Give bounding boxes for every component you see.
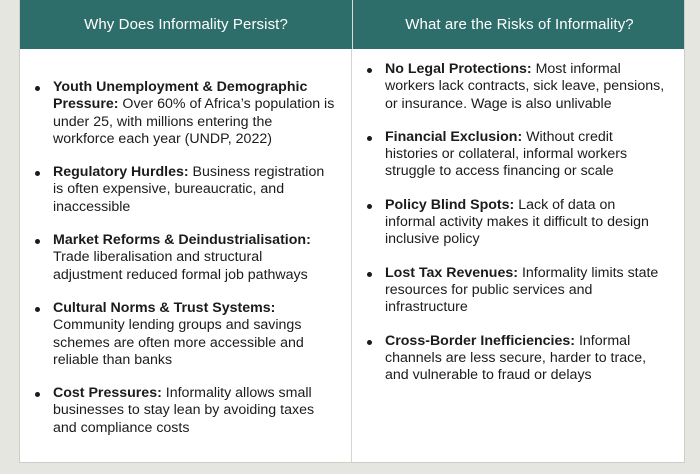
item-text: Without credit histories or collateral, informal workers struggle to access financing or scale — [385, 128, 628, 180]
item-text: Trade liberalisation and structural adjustment reduced formal job pathways — [53, 249, 308, 283]
item-text: Informality allows small businesses to stay lean by avoiding taxes and compliance costs — [53, 385, 315, 436]
item-term: Cost Pressures: — [53, 385, 162, 402]
list-item — [34, 164, 335, 216]
right-column-title: What are the Risks of Informality? — [405, 16, 634, 33]
item-text: Informal channels are less secure, harder to trace, and vulnerable to fraud or delays — [385, 332, 647, 384]
item-term: Regulatory Hurdles: — [53, 164, 189, 181]
item-term: Policy Blind Spots: — [385, 196, 515, 213]
item-text: Lack of data on informal activity makes it difficult to design inclusive policy — [385, 196, 649, 248]
list-item — [366, 129, 668, 181]
item-term: Lost Tax Revenues: — [385, 264, 518, 281]
item-term: No Legal Protections: — [385, 61, 532, 77]
table-body — [20, 49, 684, 463]
list-item — [34, 300, 335, 369]
list-item — [34, 385, 335, 437]
risks-column — [352, 49, 684, 463]
item-term: Cross-Border Inefficiencies: — [385, 332, 576, 349]
item-term: Financial Exclusion: — [385, 128, 523, 145]
persistence-list — [34, 79, 335, 437]
item-term: Cultural Norms & Trust Systems: — [53, 299, 276, 316]
item-term: Market Reforms & Deindustrialisation: — [53, 232, 311, 249]
list-item — [366, 265, 668, 317]
item-term: Youth Unemployment & Demographic Pressure: — [53, 79, 308, 113]
comparison-table — [19, 0, 685, 463]
list-item — [366, 61, 668, 113]
risks-list — [366, 61, 668, 384]
item-text: Over 60% of Africa’s population is under 25, with millions entering the workforce each year (UNDP, 2022) — [53, 96, 335, 147]
list-item — [366, 197, 668, 249]
persistence-column — [20, 49, 352, 463]
item-text: Business registration is often expensive, bureaucratic, and inaccessible — [53, 164, 325, 215]
list-item — [34, 79, 335, 148]
item-text: Most informal workers lack contracts, sick leave, pensions, or insurance. Wage is also unlivable — [385, 61, 665, 112]
table-header — [20, 0, 684, 49]
left-column-title: Why Does Informality Persist? — [20, 0, 353, 49]
item-text: Community lending groups and savings schemes are often more accessible and reliable than banks — [53, 317, 304, 368]
list-item — [34, 232, 335, 284]
list-item — [366, 333, 668, 385]
item-text: Informality limits state resources for public services and infrastructure — [385, 264, 659, 316]
